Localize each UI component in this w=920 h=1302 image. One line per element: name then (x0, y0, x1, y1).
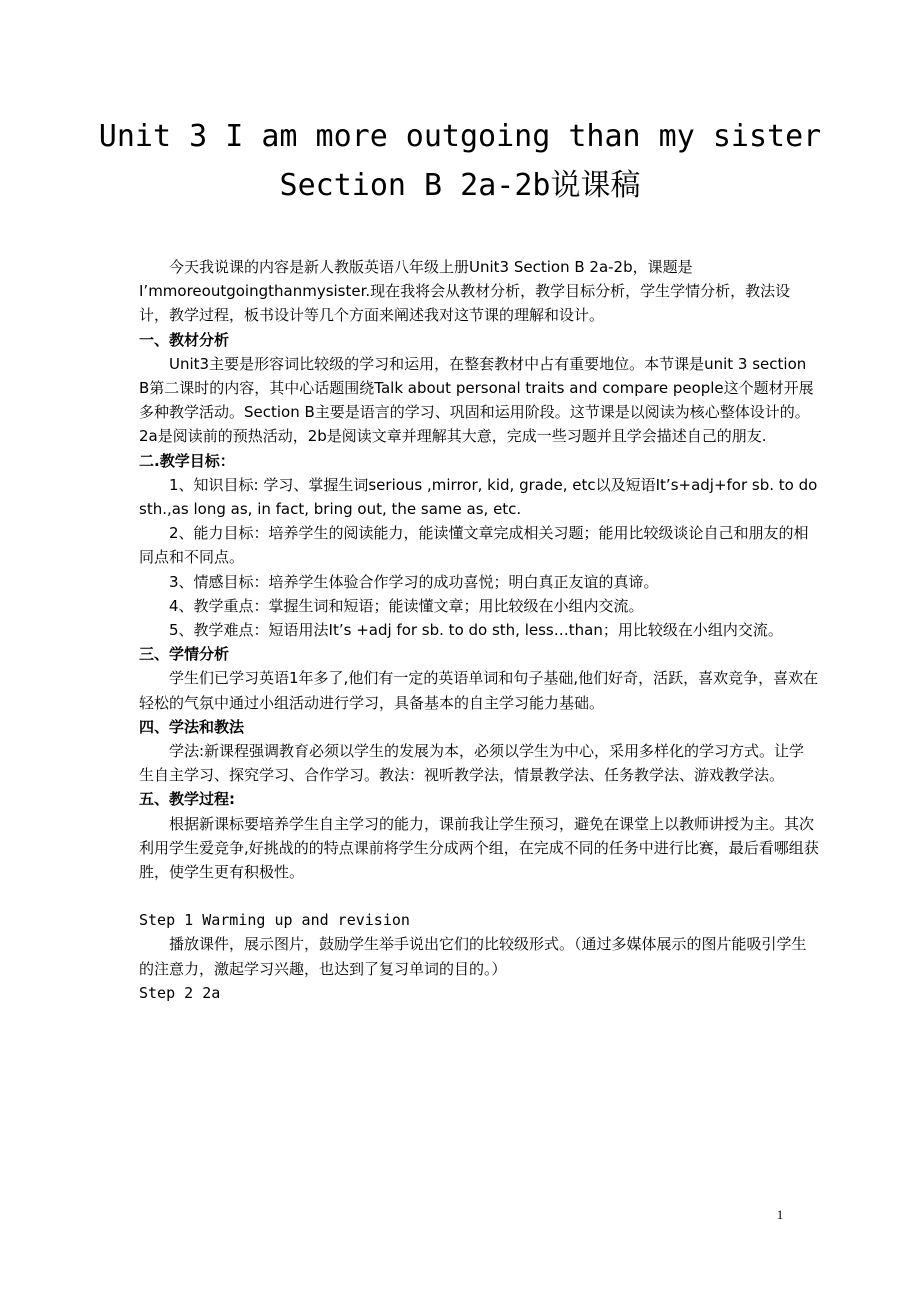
textbook-analysis-paragraph: Unit3主要是形容词比较级的学习和运用，在整套教材中占有重要地位。本节课是unit 3 section B第二课时的内容，其中心话题围绕Talk about personal traits and compare people这个题材开展多种教学活动。Section B主要是语言的学习、巩固和运用阶段。这节课是以阅读为核心整体设计的。2a是阅读前的预热活动，2b是阅读文章并理解其大意，完成一些习题并且学会描述自己的朋友. (139, 354, 814, 446)
document-body (139, 255, 819, 1005)
section-heading-textbook-analysis: 一、教材分析 (139, 330, 230, 349)
section-heading-teaching-process: 五、教学过程: (139, 790, 235, 809)
intro-paragraph: 今天我说课的内容是新人教版英语八年级上册Unit3 Section B 2a-2b，课题是I’mmoreoutgoingthanmysister.现在我将会从教材分析，教学目标分析，学生学情分析，教法设计，教学过程，板书设计等几个方面来阐述我对这节课的理解和设计。 (139, 258, 791, 325)
step1-heading: Step 1 Warming up and revision (139, 911, 410, 930)
section-heading-methods: 四、学法和教法 (139, 717, 245, 736)
objective-difficulties: 5、教学难点：短语用法It’s +adj for sb. to do sth, less…than；用比较级在小组内交流。 (169, 621, 783, 640)
objective-key-points: 4、教学重点：掌握生词和短语；能读懂文章；用比较级在小组内交流。 (169, 596, 644, 615)
section-heading-teaching-objectives: 二.教学目标： (139, 451, 235, 470)
teaching-process-paragraph: 根据新课标要培养学生自主学习的能力，课前我让学生预习，避免在课堂上以教师讲授为主。其次利用学生爱竞争,好挑战的的特点课前将学生分成两个组，在完成不同的任务中进行比赛，最后看哪组获胜，使学生更有积极性。 (139, 814, 819, 882)
objective-emotion: 3、情感目标：培养学生体验合作学习的成功喜悦；明白真正友谊的真谛。 (169, 572, 659, 591)
document-title-line2: Section B 2a-2b说课稿 (279, 168, 641, 203)
methods-paragraph: 学法:新课程强调教育必须以学生的发展为本，必须以学生为中心，采用多样化的学习方式。让学生自主学习、探究学习、合作学习。教法：视听教学法，情景教学法、任务教学法、游戏教学法。 (139, 742, 805, 785)
objective-knowledge: 1、知识目标: 学习、掌握生词serious ,mirror, kid, grade, etc以及短语It’s+adj+for sb. to do sth.,as long as, in fact, bring out, the same as, etc. (139, 475, 818, 519)
document-title-line1: Unit 3 I am more outgoing than my sister (98, 119, 822, 154)
objective-ability: 2、能力目标：培养学生的阅读能力，能读懂文章完成相关习题；能用比较级谈论自己和朋友的相同点和不同点。 (139, 524, 809, 567)
step1-paragraph: 播放课件，展示图片，鼓励学生举手说出它们的比较级形式。（通过多媒体展示的图片能吸引学生的注意力，激起学习兴趣，也达到了复习单词的目的。） (139, 935, 807, 978)
section-heading-student-analysis: 三、学情分析 (139, 645, 230, 664)
spacer (139, 884, 819, 908)
page-number: 1 (776, 1207, 784, 1222)
student-analysis-paragraph: 学生们已学习英语1年多了,他们有一定的英语单词和句子基础,他们好奇，活跃，喜欢竞争，喜欢在轻松的气氛中通过小组活动进行学习，具备基本的自主学习能力基础。 (139, 669, 819, 712)
step2-heading: Step 2 2a (139, 983, 221, 1002)
